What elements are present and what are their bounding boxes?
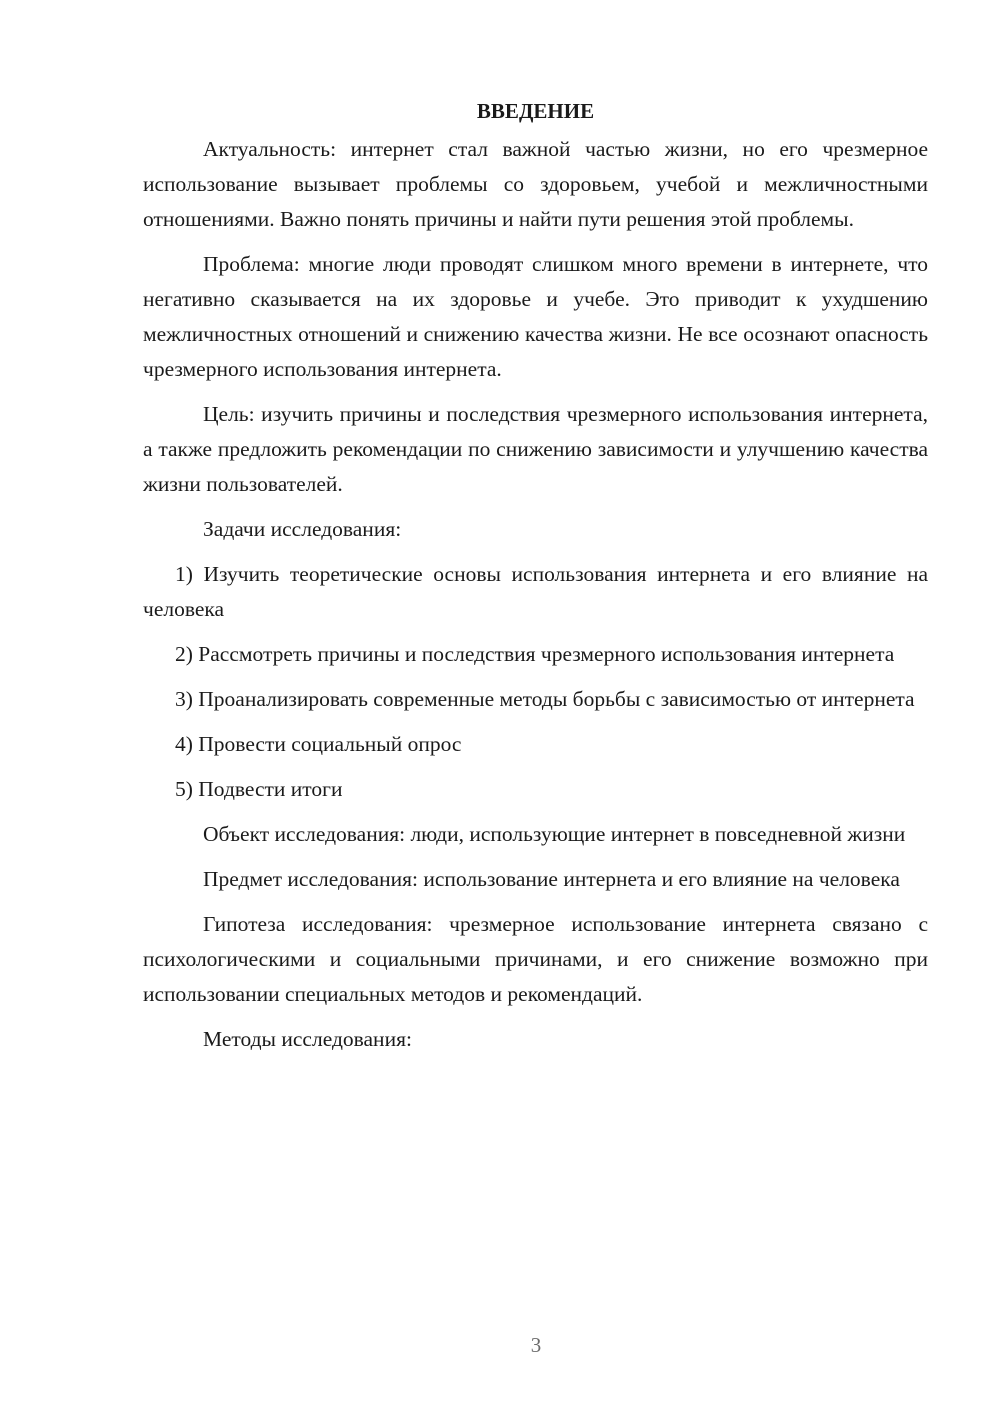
document-page bbox=[143, 96, 928, 1067]
relevance-paragraph: Актуальность: интернет стал важной частью жизни, но его чрезмерное использование вызывает проблемы со здоровьем, учебой и межличностными отношениями. Важно понять причины и найти пути решения этой проблемы. bbox=[143, 137, 928, 231]
goal-paragraph: Цель: изучить причины и последствия чрезмерного использования интернета, а также предложить рекомендации по снижению зависимости и улучшению качества жизни пользователей. bbox=[143, 402, 928, 496]
problem-paragraph: Проблема: многие люди проводят слишком много времени в интернете, что негативно сказывается на их здоровье и учебе. Это приводит к ухудшению межличностных отношений и снижению качества жизни. Не все осознают опасность чрезмерного использования интернета. bbox=[143, 252, 928, 381]
section-title: ВВЕДЕНИЕ bbox=[476, 99, 595, 123]
page-number: 3 bbox=[530, 1333, 542, 1357]
task-item-5: 5) Подвести итоги bbox=[175, 777, 343, 801]
task-item-4: 4) Провести социальный опрос bbox=[175, 732, 462, 756]
subject-paragraph: Предмет исследования: использование интернета и его влияние на человека bbox=[203, 867, 900, 891]
task-item-3: 3) Проанализировать современные методы борьбы с зависимостью от интернета bbox=[175, 687, 915, 711]
tasks-heading: Задачи исследования: bbox=[203, 517, 402, 541]
methods-heading: Методы исследования: bbox=[203, 1027, 412, 1051]
task-item-1: 1) Изучить теоретические основы использования интернета и его влияние на человека bbox=[143, 562, 928, 621]
hypothesis-paragraph: Гипотеза исследования: чрезмерное использование интернета связано с психологическими и социальными причинами, и его снижение возможно при использовании специальных методов и рекомендаций. bbox=[143, 912, 928, 1006]
object-paragraph: Объект исследования: люди, использующие интернет в повседневной жизни bbox=[203, 822, 906, 846]
task-item-2: 2) Рассмотреть причины и последствия чрезмерного использования интернета bbox=[175, 642, 895, 666]
